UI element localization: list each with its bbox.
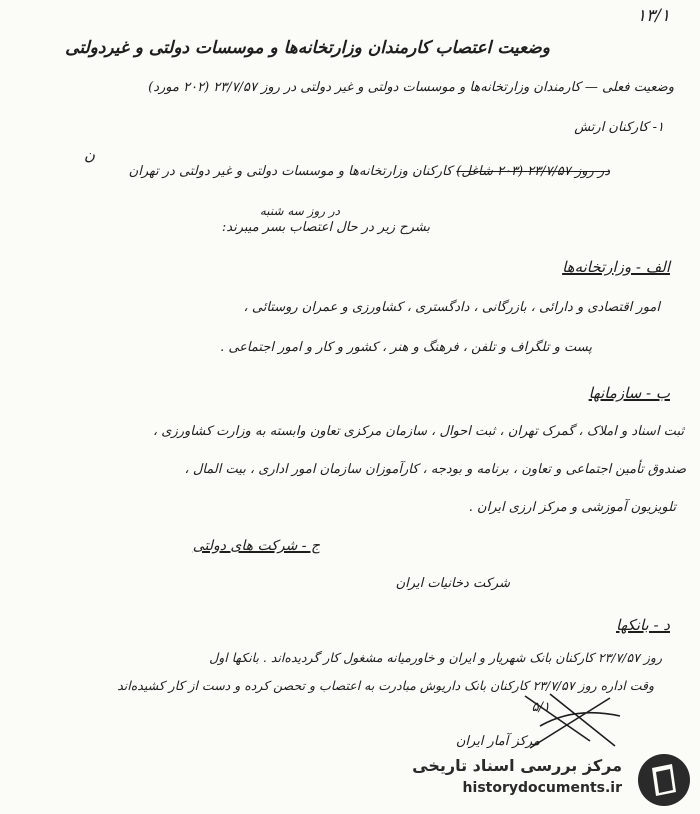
intro-line-5: بشرح زیر در حال اعتصاب بسر میبرند: [221,220,430,235]
section-line: وقت اداره روز ۲۳/۷/۵۷ کارکنان بانک داریوش مبادرت به اعتصاب و تحصن کرده و دست از کار کشیده‌اند [117,678,654,693]
struck-text: در روز ۲۳/۷/۵۷ (۲۰۳ شاغل) [456,164,610,179]
archive-logo-icon [636,752,692,808]
section-line: صندوق تأمین اجتماعی و تعاون ، برنامه و بودجه ، کارآموزان سازمان امور اداری ، بیت المال ، [184,462,686,477]
section-line: روز ۲۳/۷/۵۷ کارکنان بانک شهریار و ایران و خاورمیانه مشغول کار گردیده‌اند . بانکها اول [209,650,662,665]
watermark-title: مرکز بررسی اسناد تاریخی [412,756,622,775]
section-line: امور اقتصادی و دارائی ، بازرگانی ، دادگستری ، کشاورزی و عمران روستائی ، [243,300,660,315]
section-heading-banks: د - بانکها [616,616,670,634]
document-title: وضعیت اعتصاب کارمندان وزارتخانه‌ها و موسسات دولتی و غیردولتی [65,38,550,58]
section-heading-ministries: الف - وزارتخانه‌ها [562,258,670,276]
section-line: شرکت دخانیات ایران [395,576,510,591]
section-heading-companies: ج - شرکت های دولتی [192,538,320,554]
watermark [412,752,692,808]
intro-line-2: ۱- کارکنان ارتش [574,120,664,135]
section-heading-organizations: ب - سازمانها [588,384,670,402]
intro-line-1: وضعیت فعلی — کارمندان وزارتخانه‌ها و موسسات دولتی و غیر دولتی در روز ۲۳/۷/۵۷ (۲۰۲ مورد) [148,80,674,95]
section-line: پست و تلگراف و تلفن ، فرهنگ و هنر ، کشور و کار و امور اجتماعی . [220,340,592,355]
section-line: تلویزیون آموزشی و مرکز ارزی ایران . [468,500,676,515]
intro-line-3-text: کارکنان وزارتخانه‌ها و موسسات دولتی و غیر دولتی در تهران [128,164,453,179]
signature-org: مرکز آمار ایران [455,734,540,749]
signature-scribble [520,686,630,756]
signature-note: ۵/۱ [531,700,550,715]
section-line: ثبت اسناد و املاک ، گمرک تهران ، ثبت احوال ، سازمان مرکزی تعاون وابسته به وزارت کشاورزی ، [152,424,684,439]
watermark-url: historydocuments.ir [462,780,622,796]
intro-line-3 [129,164,610,179]
document-number: ۱۳/۱ [636,6,670,26]
margin-note: ن [83,146,95,164]
intro-line-4: در روز سه شنبه [259,204,340,218]
